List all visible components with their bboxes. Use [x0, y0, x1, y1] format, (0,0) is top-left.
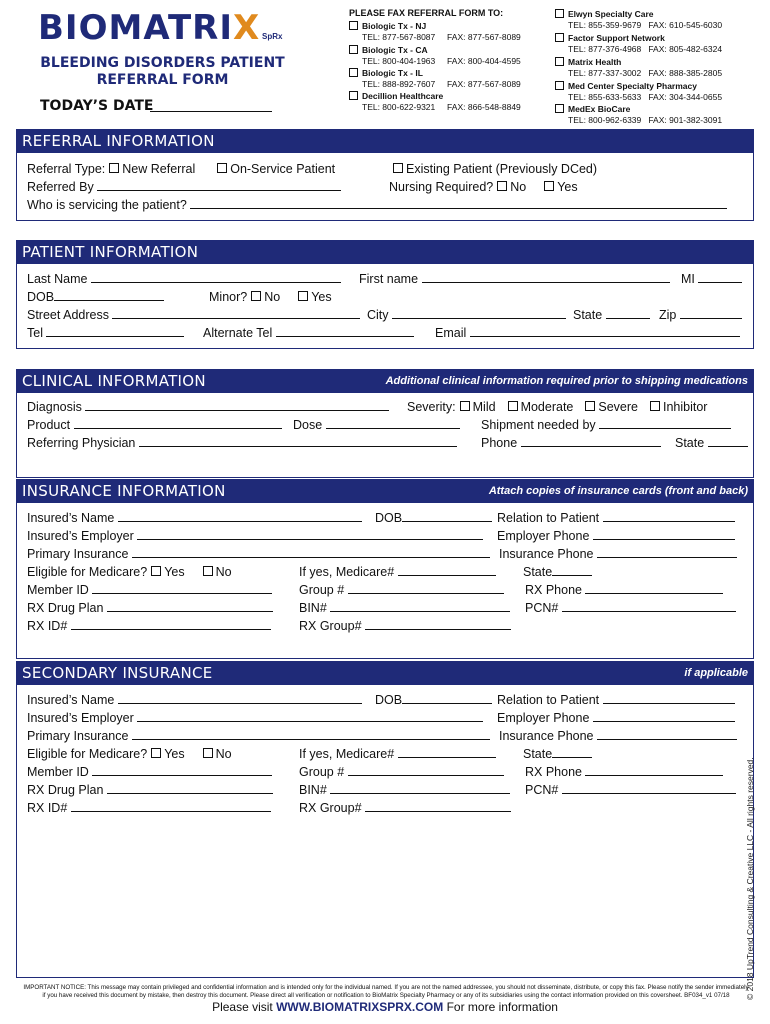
physician-state-field[interactable]: [708, 445, 748, 447]
secondary-insured-name-field[interactable]: [118, 702, 362, 704]
checkbox-icon[interactable]: [109, 163, 119, 173]
section-referral: Referral Type: New Referral On-Service Patient Existing Patient (Previously DCed) Referred By Nursing Required? No Yes Who is servicing the patient?: [16, 153, 754, 221]
checkbox-icon[interactable]: [555, 104, 564, 113]
checkbox-icon[interactable]: [349, 68, 358, 77]
pcn-field[interactable]: [562, 610, 736, 612]
insurance-state-field[interactable]: [552, 574, 592, 576]
checkbox-icon[interactable]: [585, 401, 595, 411]
section-insurance: Insured’s Name DOB Relation to Patient Insured’s Employer Employer Phone Primary Insurance Insurance Phone Eligible for Medicare? Yes No If yes, Medicare# State Member ID Group # RX Phone RX Drug Plan BIN# PCN# RX ID# RX Group#: [16, 503, 754, 659]
checkbox-icon[interactable]: [203, 748, 213, 758]
secondary-relation-field[interactable]: [603, 702, 735, 704]
secondary-rx-phone-field[interactable]: [585, 774, 723, 776]
insured-name-field[interactable]: [118, 520, 362, 522]
checkbox-icon[interactable]: [349, 21, 358, 30]
checkbox-icon[interactable]: [460, 401, 470, 411]
logo-text-matri: MATRI: [108, 8, 234, 48]
brand-logo: [38, 8, 288, 50]
insured-dob-field[interactable]: [402, 520, 492, 522]
fax-entry: Elwyn Specialty Care TEL: 855-359-9679 FAX: 610-545-6030: [555, 9, 722, 33]
fax-entry: Biologic Tx - IL TEL: 888-892-7607 FAX: 877-567-8089: [349, 68, 521, 91]
checkbox-icon[interactable]: [497, 181, 507, 191]
referring-physician-field[interactable]: [139, 445, 457, 447]
product-field[interactable]: [74, 427, 282, 429]
first-name-field[interactable]: [422, 281, 670, 283]
section-secondary: Insured’s Name DOB Relation to Patient Insured’s Employer Employer Phone Primary Insurance Insurance Phone Eligible for Medicare? Yes No If yes, Medicare# State Member ID Group # RX Phone RX Drug Plan BIN# PCN# RX ID# RX Group#: [16, 685, 754, 978]
section-header-referral: REFERRAL INFORMATION: [16, 129, 754, 153]
secondary-primary-insurance-field[interactable]: [132, 738, 490, 740]
fax-entry: Med Center Specialty Pharmacy TEL: 855-633-5633 FAX: 304-344-0655: [555, 81, 722, 104]
fax-entry: Factor Support Network TEL: 877-376-4968 FAX: 805-482-6324: [555, 33, 722, 57]
rx-group-field[interactable]: [365, 628, 511, 630]
shipment-field[interactable]: [599, 427, 731, 429]
checkbox-icon[interactable]: [555, 33, 564, 42]
checkbox-icon[interactable]: [544, 181, 554, 191]
checkbox-icon[interactable]: [217, 163, 227, 173]
servicing-field[interactable]: [190, 207, 727, 209]
city-field[interactable]: [392, 317, 566, 319]
secondary-group-field[interactable]: [348, 774, 504, 776]
fax-entry: Biologic Tx - CA TEL: 800-404-1963 FAX: 800-404-4595: [349, 45, 521, 68]
section-patient: Last Name First name MI DOB Minor? No Yes Street Address City State Zip Tel Alternate Tel Email: [16, 264, 754, 349]
checkbox-icon[interactable]: [555, 9, 564, 18]
confidentiality-notice: IMPORTANT NOTICE: This message may contain privileged and confidential information and is intended only for the individual named. If you are not the named addressee, you should not disseminate, distribute, or copy this fax. Please notify the sender immediately if you have received this document by mistake, then destroy this document. Please direct all verification or notification to BioMatrix Specialty Pharmacy or any of its subsidiaries using the contact information provided on this coversheet. BF034_v1 07/18: [23, 984, 749, 999]
checkbox-icon[interactable]: [349, 91, 358, 100]
secondary-rx-id-field[interactable]: [71, 810, 271, 812]
section-header-clinical: CLINICAL INFORMATION Additional clinical information required prior to shipping medications: [16, 369, 754, 393]
todays-date-field[interactable]: [150, 111, 272, 112]
group-field[interactable]: [348, 592, 504, 594]
section-header-secondary: SECONDARY INSURANCE if applicable: [16, 661, 754, 685]
primary-insurance-field[interactable]: [132, 556, 490, 558]
secondary-employer-field[interactable]: [137, 720, 483, 722]
checkbox-icon[interactable]: [251, 291, 261, 301]
checkbox-icon[interactable]: [151, 748, 161, 758]
insurance-phone-field[interactable]: [597, 556, 737, 558]
fax-entry: MedEx BioCare TEL: 800-962-6339 FAX: 901-382-3091: [555, 104, 722, 126]
secondary-dob-field[interactable]: [402, 702, 492, 704]
checkbox-icon[interactable]: [393, 163, 403, 173]
checkbox-icon[interactable]: [555, 57, 564, 66]
physician-phone-field[interactable]: [521, 445, 661, 447]
secondary-medicare-field[interactable]: [398, 756, 496, 758]
tel-field[interactable]: [46, 335, 184, 337]
todays-date-label: TODAY’S DATE: [40, 98, 154, 114]
website-link[interactable]: WWW.BIOMATRIXSPRX.COM: [276, 1000, 444, 1014]
diagnosis-field[interactable]: [85, 409, 389, 411]
employer-phone-field[interactable]: [593, 538, 735, 540]
insured-employer-field[interactable]: [137, 538, 483, 540]
dose-field[interactable]: [326, 427, 460, 429]
fax-list-left: [349, 21, 521, 113]
bin-field[interactable]: [330, 610, 510, 612]
state-field[interactable]: [606, 317, 650, 319]
checkbox-icon[interactable]: [650, 401, 660, 411]
last-name-field[interactable]: [91, 281, 341, 283]
section-header-insurance: INSURANCE INFORMATION Attach copies of insurance cards (front and back): [16, 479, 754, 503]
checkbox-icon[interactable]: [151, 566, 161, 576]
secondary-member-id-field[interactable]: [92, 774, 272, 776]
section-clinical: Diagnosis Severity: Mild Moderate Severe Inhibitor Product Dose Shipment needed by Referring Physician Phone State: [16, 393, 754, 478]
secondary-rx-drug-plan-field[interactable]: [107, 792, 273, 794]
checkbox-icon[interactable]: [508, 401, 518, 411]
fax-entry: Matrix Health TEL: 877-337-3002 FAX: 888-385-2805: [555, 57, 722, 81]
secondary-state-field[interactable]: [552, 756, 592, 758]
mi-field[interactable]: [698, 281, 742, 283]
checkbox-icon[interactable]: [203, 566, 213, 576]
member-id-field[interactable]: [92, 592, 272, 594]
fax-entry: Biologic Tx - NJ TEL: 877-567-8087 FAX: 877-567-8089: [349, 21, 521, 45]
website-footer: Please visit WWW.BIOMATRIXSPRX.COM For more information: [212, 1000, 558, 1014]
fax-heading: PLEASE FAX REFERRAL FORM TO:: [349, 8, 504, 18]
fax-entry: Decillion Healthcare TEL: 800-622-9321 FAX: 866-548-8849: [349, 91, 521, 113]
street-field[interactable]: [112, 317, 360, 319]
logo-subtext: SpRx: [262, 32, 283, 41]
form-title: BLEEDING DISORDERS PATIENT REFERRAL FORM: [40, 55, 285, 88]
email-field[interactable]: [470, 335, 740, 337]
medicare-field[interactable]: [398, 574, 496, 576]
checkbox-icon[interactable]: [298, 291, 308, 301]
secondary-insurance-phone-field[interactable]: [597, 738, 737, 740]
dob-field[interactable]: [54, 299, 164, 301]
secondary-employer-phone-field[interactable]: [593, 720, 735, 722]
logo-text-x: X: [233, 8, 261, 48]
rx-id-field[interactable]: [71, 628, 271, 630]
secondary-rx-group-field[interactable]: [365, 810, 511, 812]
rx-drug-plan-field[interactable]: [107, 610, 273, 612]
checkbox-icon[interactable]: [555, 81, 564, 90]
referred-by-field[interactable]: [97, 189, 341, 191]
alt-tel-field[interactable]: [276, 335, 414, 337]
secondary-pcn-field[interactable]: [562, 792, 736, 794]
fax-list-right: [555, 9, 722, 126]
section-header-patient: PATIENT INFORMATION: [16, 240, 754, 264]
zip-field[interactable]: [680, 317, 742, 319]
logo-text-o: O: [78, 8, 109, 48]
copyright-note: © 2018 UpTrend Consulting & Creative LLC - All rights reserved.: [745, 757, 755, 1000]
checkbox-icon[interactable]: [349, 45, 358, 54]
rx-phone-field[interactable]: [585, 592, 723, 594]
secondary-bin-field[interactable]: [330, 792, 510, 794]
logo-text-bi: BI: [38, 8, 79, 48]
relation-field[interactable]: [603, 520, 735, 522]
